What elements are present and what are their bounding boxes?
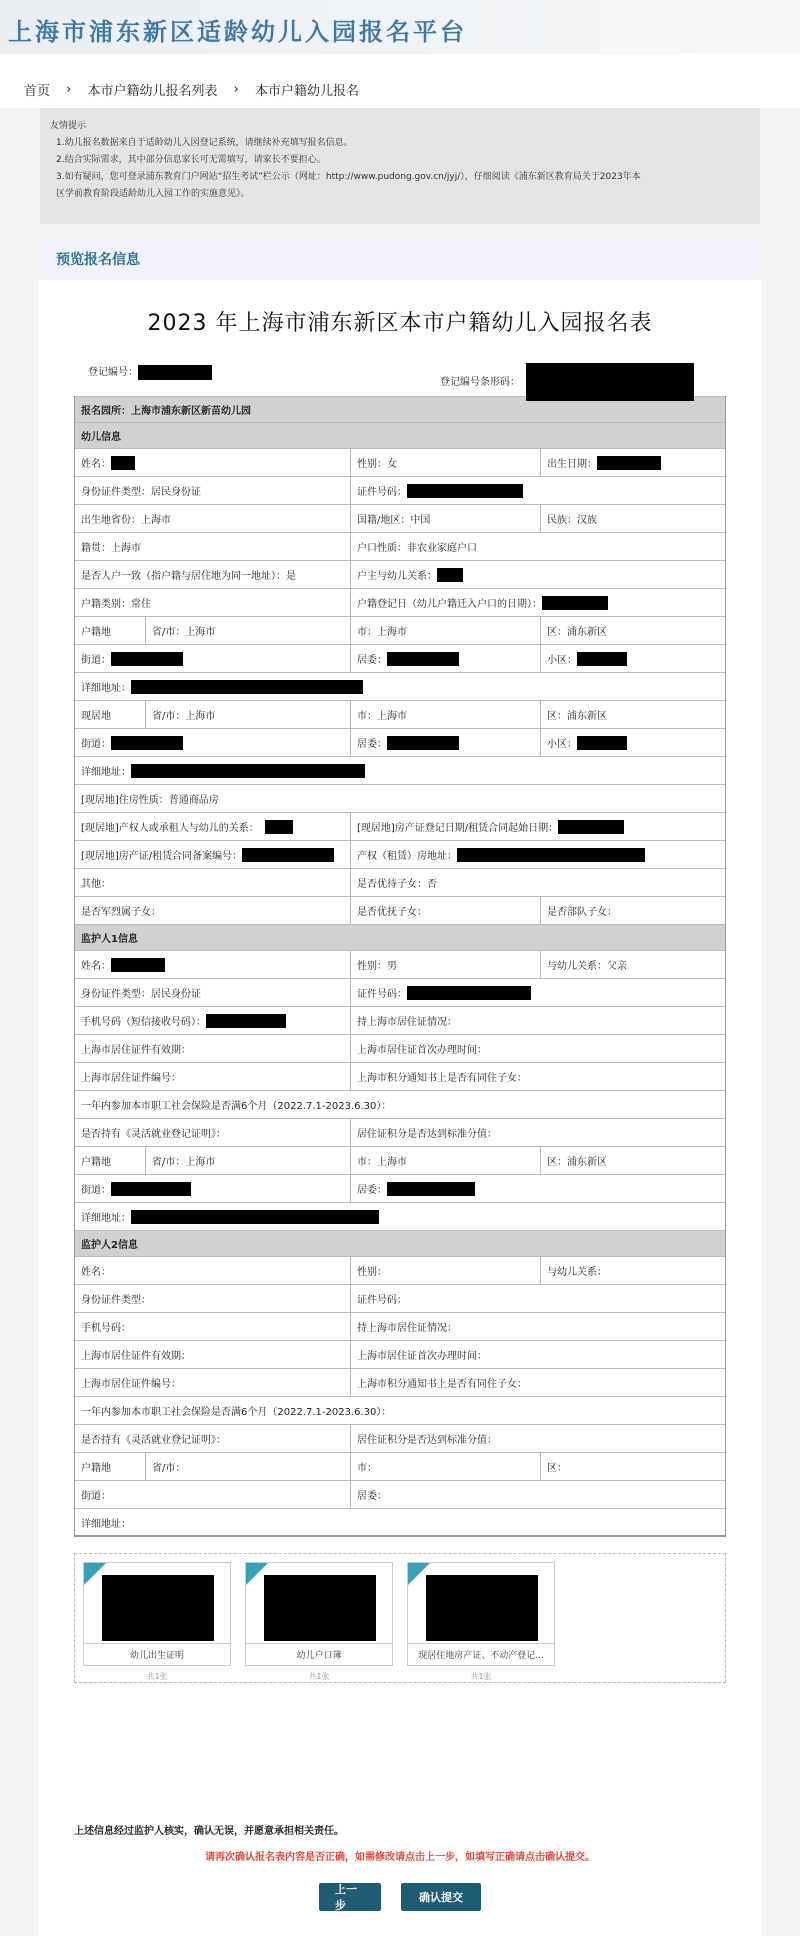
field-label: 证件号码： bbox=[357, 989, 407, 1000]
g1-relation: 与幼儿关系：父亲 bbox=[540, 951, 725, 978]
hukou-committee bbox=[350, 645, 540, 672]
table-row bbox=[75, 1396, 725, 1424]
child-id-type: 身份证件类型：居民身份证 bbox=[81, 487, 201, 498]
form-title: 2023 年上海市浦东新区本市户籍幼儿入园报名表 bbox=[147, 311, 653, 336]
tip-line: 2.结合实际需求，其中部分信息家长可无需填写，请家长不要担心。 bbox=[56, 155, 326, 165]
hukou-district: 区：浦东新区 bbox=[540, 617, 725, 644]
g1-permit-valid: 上海市居住证件有效期： bbox=[81, 1045, 191, 1056]
g2-city: 市： bbox=[350, 1453, 540, 1480]
table-row bbox=[75, 950, 725, 978]
g1-district: 区：浦东新区 bbox=[540, 1147, 725, 1174]
attachment-caption: 幼儿出生证明 bbox=[84, 1643, 230, 1665]
chevron-right-icon: › bbox=[66, 82, 72, 97]
guardian2-section-title: 监护人2信息 bbox=[81, 1240, 138, 1251]
g2-permit-no: 上海市居住证件编号： bbox=[81, 1379, 181, 1390]
section-header bbox=[75, 1230, 725, 1256]
breadcrumb-home[interactable]: 首页 bbox=[24, 84, 51, 99]
g1-insurance: 一年内参加本市职工社会保险是否满6个月（2022.7.1-2023.6.30）： bbox=[81, 1101, 392, 1112]
g2-flexible: 是否持有《灵活就业登记证明》： bbox=[81, 1435, 226, 1446]
g2-id-type: 身份证件类型： bbox=[81, 1295, 151, 1306]
table-row bbox=[75, 1090, 725, 1118]
attachment-thumbnail[interactable] bbox=[426, 1575, 538, 1641]
child-hukou-type: 户籍类别：常住 bbox=[81, 599, 151, 610]
g2-name: 姓名： bbox=[81, 1267, 111, 1278]
child-id-no bbox=[350, 477, 725, 504]
g2-relation: 与幼儿关系： bbox=[540, 1257, 725, 1284]
table-row bbox=[75, 868, 725, 896]
reg-no bbox=[88, 363, 212, 380]
attachment-card[interactable] bbox=[245, 1562, 393, 1681]
child-preferential: 是否优待子女：否 bbox=[350, 869, 725, 896]
table-row bbox=[75, 1508, 725, 1536]
child-martyr: 是否军烈属子女： bbox=[81, 907, 161, 918]
table-row bbox=[75, 1174, 725, 1202]
registration-line bbox=[38, 350, 762, 396]
field-label: 街道： bbox=[81, 655, 111, 666]
field-label: 居委： bbox=[357, 655, 387, 666]
child-birth bbox=[540, 449, 725, 476]
tips-panel bbox=[40, 108, 760, 224]
g1-committee bbox=[350, 1175, 725, 1202]
tip-line: 区学前教育阶段适龄幼儿入园工作的实施意见》。 bbox=[56, 189, 250, 199]
residence-street bbox=[75, 729, 350, 756]
cert-address bbox=[350, 841, 725, 868]
field-label: 详细地址： bbox=[81, 1213, 131, 1224]
table-row bbox=[75, 616, 725, 644]
action-buttons bbox=[38, 1883, 762, 1923]
table-row bbox=[75, 644, 725, 672]
redacted-block bbox=[206, 1014, 286, 1028]
g2-insurance: 一年内参加本市职工社会保险是否满6个月（2022.7.1-2023.6.30）： bbox=[81, 1407, 392, 1418]
table-row bbox=[75, 728, 725, 756]
table-row bbox=[75, 840, 725, 868]
g2-residence-permit: 持上海市居住证情况： bbox=[350, 1313, 725, 1340]
table-row bbox=[75, 560, 725, 588]
field-label: 详细地址： bbox=[81, 767, 131, 778]
field-label: 姓名： bbox=[81, 459, 111, 470]
residence-district: 区：浦东新区 bbox=[540, 701, 725, 728]
table-row bbox=[75, 672, 725, 700]
redacted-block bbox=[131, 1210, 379, 1224]
redacted-block bbox=[387, 1182, 475, 1196]
attachment-thumbnail[interactable] bbox=[102, 1575, 214, 1641]
school-name: 报名园所：上海市浦东新区新苗幼儿园 bbox=[81, 406, 251, 417]
site-title: 上海市浦东新区适龄幼儿入园报名平台 bbox=[8, 18, 467, 46]
tips-title: 友情提示 bbox=[50, 121, 87, 131]
residence-estate bbox=[540, 729, 725, 756]
child-same-address: 是否人户一致（指户籍与居住地为同一地址）：是 bbox=[81, 571, 296, 582]
redacted-block bbox=[407, 484, 523, 498]
table-row bbox=[75, 588, 725, 616]
g1-permit-no: 上海市居住证件编号： bbox=[81, 1073, 181, 1084]
g1-flexible: 是否持有《灵活就业登记证明》： bbox=[81, 1129, 226, 1140]
child-ethnicity: 民族：汉族 bbox=[540, 505, 725, 532]
g2-phone: 手机号码： bbox=[81, 1323, 131, 1334]
barcode-image bbox=[526, 363, 694, 401]
attachment-count: 共1张 bbox=[308, 1672, 330, 1681]
tip-line: 1.幼儿报名数据来自于适龄幼儿入园登记系统，请继续补充填写报名信息。 bbox=[56, 138, 353, 148]
redacted-block bbox=[387, 652, 459, 666]
table-row bbox=[75, 1312, 725, 1340]
confirm-statement: 上述信息经过监护人核实，确认无误，并愿意承担相关责任。 bbox=[74, 1826, 344, 1837]
preview-title: 预览报名信息 bbox=[38, 234, 762, 280]
g1-phone bbox=[75, 1007, 350, 1034]
preview-panel bbox=[38, 234, 762, 1936]
table-row bbox=[75, 978, 725, 1006]
table-row bbox=[75, 1146, 725, 1174]
redacted-block bbox=[407, 986, 531, 1000]
redacted-block bbox=[265, 820, 293, 834]
g1-points-notice: 上海市积分通知书上是否有同住子女： bbox=[350, 1063, 725, 1090]
warning-message: 请再次确认报名表内容是否正确，如需修改请点击上一步，如填写正确请点击确认提交。 bbox=[205, 1852, 595, 1863]
redacted-block bbox=[138, 365, 212, 380]
child-care: 是否优抚子女： bbox=[350, 897, 540, 924]
hukou-estate bbox=[540, 645, 725, 672]
field-label: 居委： bbox=[357, 739, 387, 750]
guardian1-section-title: 监护人1信息 bbox=[81, 934, 138, 945]
field-label: 出生日期： bbox=[547, 459, 597, 470]
attachment-caption: 幼儿户口簿 bbox=[246, 1643, 392, 1665]
table-row bbox=[75, 784, 725, 812]
g2-id-no: 证件号码： bbox=[350, 1285, 725, 1312]
breadcrumb-list[interactable]: 本市户籍幼儿报名列表 bbox=[87, 84, 218, 99]
redacted-block bbox=[542, 596, 608, 610]
field-label: 小区： bbox=[547, 739, 577, 750]
attachment-card[interactable] bbox=[407, 1562, 555, 1681]
owner-relation bbox=[75, 813, 350, 840]
cert-no bbox=[75, 841, 350, 868]
g2-committee: 居委： bbox=[350, 1481, 725, 1508]
table-row bbox=[75, 476, 725, 504]
table-row bbox=[75, 756, 725, 784]
child-army: 是否部队子女： bbox=[540, 897, 725, 924]
redacted-block bbox=[131, 680, 363, 694]
table-row bbox=[75, 1368, 725, 1396]
table-row bbox=[75, 1340, 725, 1368]
residence-label: 现居地 bbox=[81, 711, 111, 722]
redacted-block bbox=[111, 456, 135, 470]
g1-id-type: 身份证件类型：居民身份证 bbox=[81, 989, 201, 1000]
hukou-street bbox=[75, 645, 350, 672]
child-birth-province: 出生地省份：上海市 bbox=[81, 515, 171, 526]
g1-id-no bbox=[350, 979, 725, 1006]
g1-permit-first: 上海市居住证首次办理时间： bbox=[350, 1035, 725, 1062]
g1-hukou-label: 户籍地 bbox=[81, 1157, 111, 1168]
g1-detail bbox=[75, 1203, 725, 1230]
confirm-submit-button[interactable]: 确认提交 bbox=[401, 1883, 481, 1911]
g1-name bbox=[75, 951, 350, 978]
table-row bbox=[75, 1202, 725, 1230]
field-label: 街道： bbox=[81, 1185, 111, 1196]
redacted-block bbox=[577, 652, 627, 666]
table-row bbox=[75, 1118, 725, 1146]
g2-permit-valid: 上海市居住证件有效期： bbox=[81, 1351, 191, 1362]
redacted-block bbox=[111, 1182, 191, 1196]
table-row bbox=[75, 1480, 725, 1508]
g2-detail: 详细地址： bbox=[81, 1518, 131, 1530]
table-row bbox=[75, 812, 725, 840]
child-native: 籍贯：上海市 bbox=[81, 543, 141, 554]
g2-district: 区： bbox=[540, 1453, 725, 1480]
redacted-block bbox=[457, 848, 645, 862]
g1-street bbox=[75, 1175, 350, 1202]
residence-detail bbox=[75, 757, 725, 784]
hukou-detail bbox=[75, 673, 725, 700]
g2-hukou-label: 户籍地 bbox=[81, 1463, 111, 1474]
attachment-card[interactable] bbox=[83, 1562, 231, 1681]
table-row bbox=[75, 1034, 725, 1062]
redacted-block bbox=[111, 736, 183, 750]
field-label: 姓名： bbox=[81, 961, 111, 972]
attachment-caption: 现居住地房产证、不动产登记... bbox=[408, 1643, 554, 1665]
g1-province: 省/市：上海市 bbox=[145, 1147, 350, 1174]
attachment-count: 共1张 bbox=[470, 1672, 492, 1681]
section-header bbox=[75, 422, 725, 448]
tip-line: 3.如有疑问，您可登录浦东教育门户网站“招生考试”栏公示（网址：http://www.pudong.gov.cn/jyj/），仔细阅读《浦东新区教育局关于2023年本 bbox=[56, 172, 641, 182]
table-row bbox=[75, 1006, 725, 1034]
field-label: 详细地址： bbox=[81, 683, 131, 694]
g2-province: 省/市： bbox=[145, 1453, 350, 1480]
child-gender: 性别：女 bbox=[350, 449, 540, 476]
residence-province: 省/市：上海市 bbox=[145, 701, 350, 728]
redacted-block bbox=[597, 456, 661, 470]
field-label: 证件号码： bbox=[357, 487, 407, 498]
child-section-title: 幼儿信息 bbox=[81, 432, 121, 443]
redacted-block bbox=[111, 958, 165, 972]
g2-points-notice: 上海市积分通知书上是否有同住子女： bbox=[350, 1369, 725, 1396]
redacted-block bbox=[111, 652, 183, 666]
redacted-block bbox=[242, 848, 334, 862]
g1-gender: 性别：男 bbox=[350, 951, 540, 978]
registration-form bbox=[74, 396, 726, 1537]
table-row bbox=[75, 1284, 725, 1312]
prev-step-button[interactable]: 上一步 bbox=[319, 1883, 381, 1911]
site-banner bbox=[0, 0, 800, 54]
g2-gender: 性别： bbox=[350, 1257, 540, 1284]
residence-city: 市：上海市 bbox=[350, 701, 540, 728]
g2-street: 街道： bbox=[81, 1491, 111, 1502]
hukou-province: 省/市：上海市 bbox=[145, 617, 350, 644]
field-label: 产权（租赁）房地址： bbox=[357, 851, 457, 862]
hukou-label: 户籍地 bbox=[81, 627, 111, 638]
redacted-block bbox=[387, 736, 459, 750]
g1-points-std: 居住证积分是否达到标准分值： bbox=[350, 1119, 725, 1146]
section-header bbox=[75, 924, 725, 950]
field-label: 户籍登记日（幼儿户籍迁入户口的日期）： bbox=[357, 599, 542, 610]
redacted-block bbox=[437, 568, 463, 582]
table-row bbox=[75, 504, 725, 532]
table-row bbox=[75, 1062, 725, 1090]
field-label: [现居地]房产证/租赁合同备案编号： bbox=[81, 851, 243, 862]
field-label: 手机号码（短信接收号码）： bbox=[81, 1017, 206, 1028]
child-hukou-nature: 户口性质：非农业家庭户口 bbox=[350, 533, 725, 560]
child-other: 其他： bbox=[81, 879, 111, 890]
g1-city: 市：上海市 bbox=[350, 1147, 540, 1174]
breadcrumb bbox=[0, 54, 800, 108]
field-label: [现居地]产权人或承租人与幼儿的关系： bbox=[81, 823, 259, 834]
hukou-city: 市：上海市 bbox=[350, 617, 540, 644]
field-label: 居委： bbox=[357, 1185, 387, 1196]
table-row bbox=[75, 1424, 725, 1452]
table-row bbox=[75, 700, 725, 728]
g2-permit-first: 上海市居住证首次办理时间： bbox=[350, 1341, 725, 1368]
table-row bbox=[75, 1256, 725, 1284]
cert-date bbox=[350, 813, 725, 840]
reg-no-label: 登记编号： bbox=[88, 367, 138, 378]
table-row bbox=[75, 1452, 725, 1480]
g2-points-std: 居住证积分是否达到标准分值： bbox=[350, 1425, 725, 1452]
redacted-block bbox=[131, 764, 365, 778]
chevron-right-icon: › bbox=[233, 82, 239, 97]
house-nature: [现居地]住房性质：普通商品房 bbox=[81, 795, 219, 806]
field-label: 户主与幼儿关系： bbox=[357, 571, 437, 582]
child-nationality: 国籍/地区：中国 bbox=[350, 505, 540, 532]
child-name bbox=[75, 449, 350, 476]
barcode-label: 登记编号条形码： bbox=[440, 377, 520, 388]
g1-residence-permit: 持上海市居住证情况： bbox=[350, 1007, 725, 1034]
field-label: 小区： bbox=[547, 655, 577, 666]
attachments-panel bbox=[74, 1553, 726, 1683]
reg-barcode bbox=[440, 363, 694, 401]
table-row bbox=[75, 896, 725, 924]
field-label: [现居地]房产证登记日期/租赁合同起始日期： bbox=[357, 823, 559, 834]
attachment-count: 共1张 bbox=[146, 1672, 168, 1681]
table-row bbox=[75, 532, 725, 560]
breadcrumb-current: 本市户籍幼儿报名 bbox=[255, 84, 360, 99]
field-label: 街道： bbox=[81, 739, 111, 750]
redacted-block bbox=[577, 736, 627, 750]
redacted-block bbox=[558, 820, 624, 834]
householder-relation bbox=[350, 561, 725, 588]
attachment-thumbnail[interactable] bbox=[264, 1575, 376, 1641]
child-hukou-date bbox=[350, 589, 725, 616]
table-row bbox=[75, 448, 725, 476]
residence-committee bbox=[350, 729, 540, 756]
